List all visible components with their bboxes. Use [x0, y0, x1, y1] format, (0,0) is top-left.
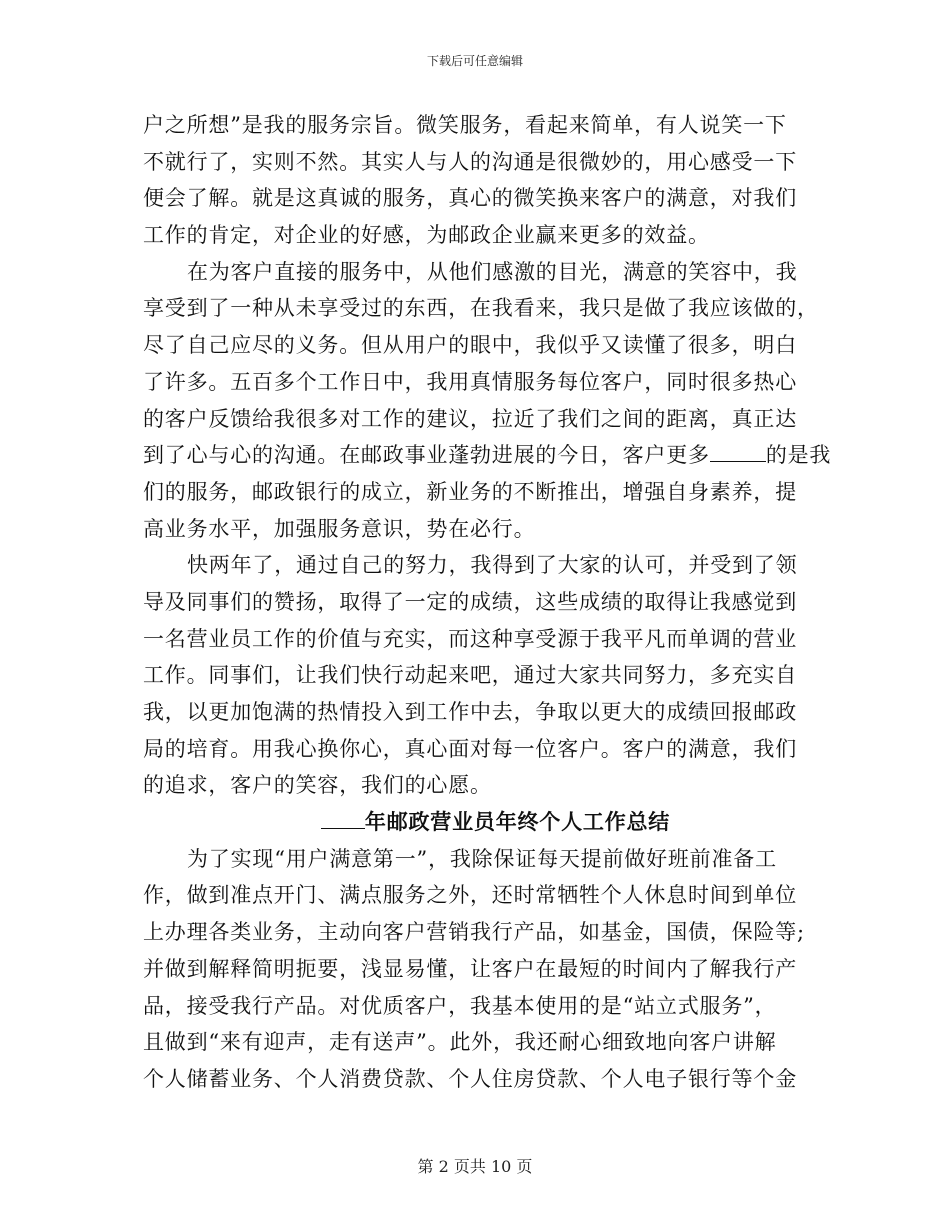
text-line: 为了实现“用户满意第一”，我除保证每天提前做好班前准备工 [187, 846, 777, 871]
year-blank [321, 809, 365, 829]
text-line: 局的培育。用我心换你心，真心面对每一位客户。客户的满意，我们 [143, 736, 797, 761]
text-line: 户之所想”是我的服务宗旨。微笑服务，看起来简单，有人说笑一下 [143, 113, 787, 137]
text-line: 在为客户直接的服务中，从他们感激的目光，满意的笑容中，我 [187, 259, 798, 284]
text-line: 高业务水平，加强服务意识，势在必行。 [143, 516, 536, 541]
document-body [143, 107, 832, 1098]
text-line-with-blank [143, 437, 832, 474]
text-line: 个人储蓄业务、个人消费贷款、个人住房贷款、个人电子银行等个金 [143, 1066, 797, 1091]
text-line: 了许多。五百多个工作日中，我用真情服务每位客户，同时很多热心 [143, 369, 797, 394]
text-line: 作，做到准点开门、满点服务之外，还时常牺牲个人休息时间到单位 [143, 883, 797, 908]
text-line: 工作。同事们，让我们快行动起来吧，通过大家共同努力，多充实自 [143, 663, 797, 688]
text-line: 一名营业员工作的价值与充实，而这种享受源于我平凡而单调的营业 [143, 626, 797, 651]
text-line: 上办理各类业务，主动向客户营销我行产品，如基金，国债，保险等; [143, 920, 805, 945]
section-heading [143, 804, 808, 841]
text-line: 的追求，客户的笑容，我们的心愿。 [143, 773, 492, 798]
text-line: 快两年了，通过自己的努力，我得到了大家的认可，并受到了领 [187, 553, 798, 578]
text-line: 享受到了一种从未享受过的东西，在我看来，我只是做了我应该做的， [143, 296, 819, 321]
text-segment: 到了心与心的沟通。在邮政事业蓬勃进展的今日，客户更多 [143, 443, 710, 468]
text-line: 不就行了，实则不然。其实人与人的沟通是很微妙的，用心感受一下 [143, 149, 797, 174]
text-line: 并做到解释简明扼要，浅显易懂，让客户在最短的时间内了解我行产 [143, 956, 797, 981]
page-header-note: 下载后可任意编辑 [426, 54, 523, 68]
text-line: 品，接受我行产品。对优质客户，我基本使用的是“站立式服务”， [143, 993, 777, 1018]
text-line: 们的服务，邮政银行的成立，新业务的不断推出，增强自身素养，提 [143, 479, 797, 504]
page-number: 第 2 页共 10 页 [417, 1157, 533, 1176]
heading-text: 年邮政营业员年终个人工作总结 [364, 809, 671, 835]
text-line: 导及同事们的赞扬，取得了一定的成绩，这些成绩的取得让我感觉到 [143, 589, 797, 614]
fill-in-blank [710, 442, 766, 462]
text-segment: 的是我 [765, 443, 832, 468]
text-line: 尽了自己应尽的义务。但从用户的眼中，我似乎又读懂了很多，明白 [143, 333, 797, 358]
text-line: 的客户反馈给我很多对工作的建议，拉近了我们之间的距离，真正达 [143, 406, 797, 431]
text-line: 且做到“来有迎声，走有送声”。此外，我还耐心细致地向客户讲解 [143, 1030, 777, 1055]
text-line: 便会了解。就是这真诚的服务，真心的微笑换来客户的满意，对我们 [143, 186, 797, 211]
text-line: 我，以更加饱满的热情投入到工作中去，争取以更大的成绩回报邮政 [143, 700, 797, 724]
text-line: 工作的肯定，对企业的好感，为邮政企业赢来更多的效益。 [143, 223, 710, 248]
